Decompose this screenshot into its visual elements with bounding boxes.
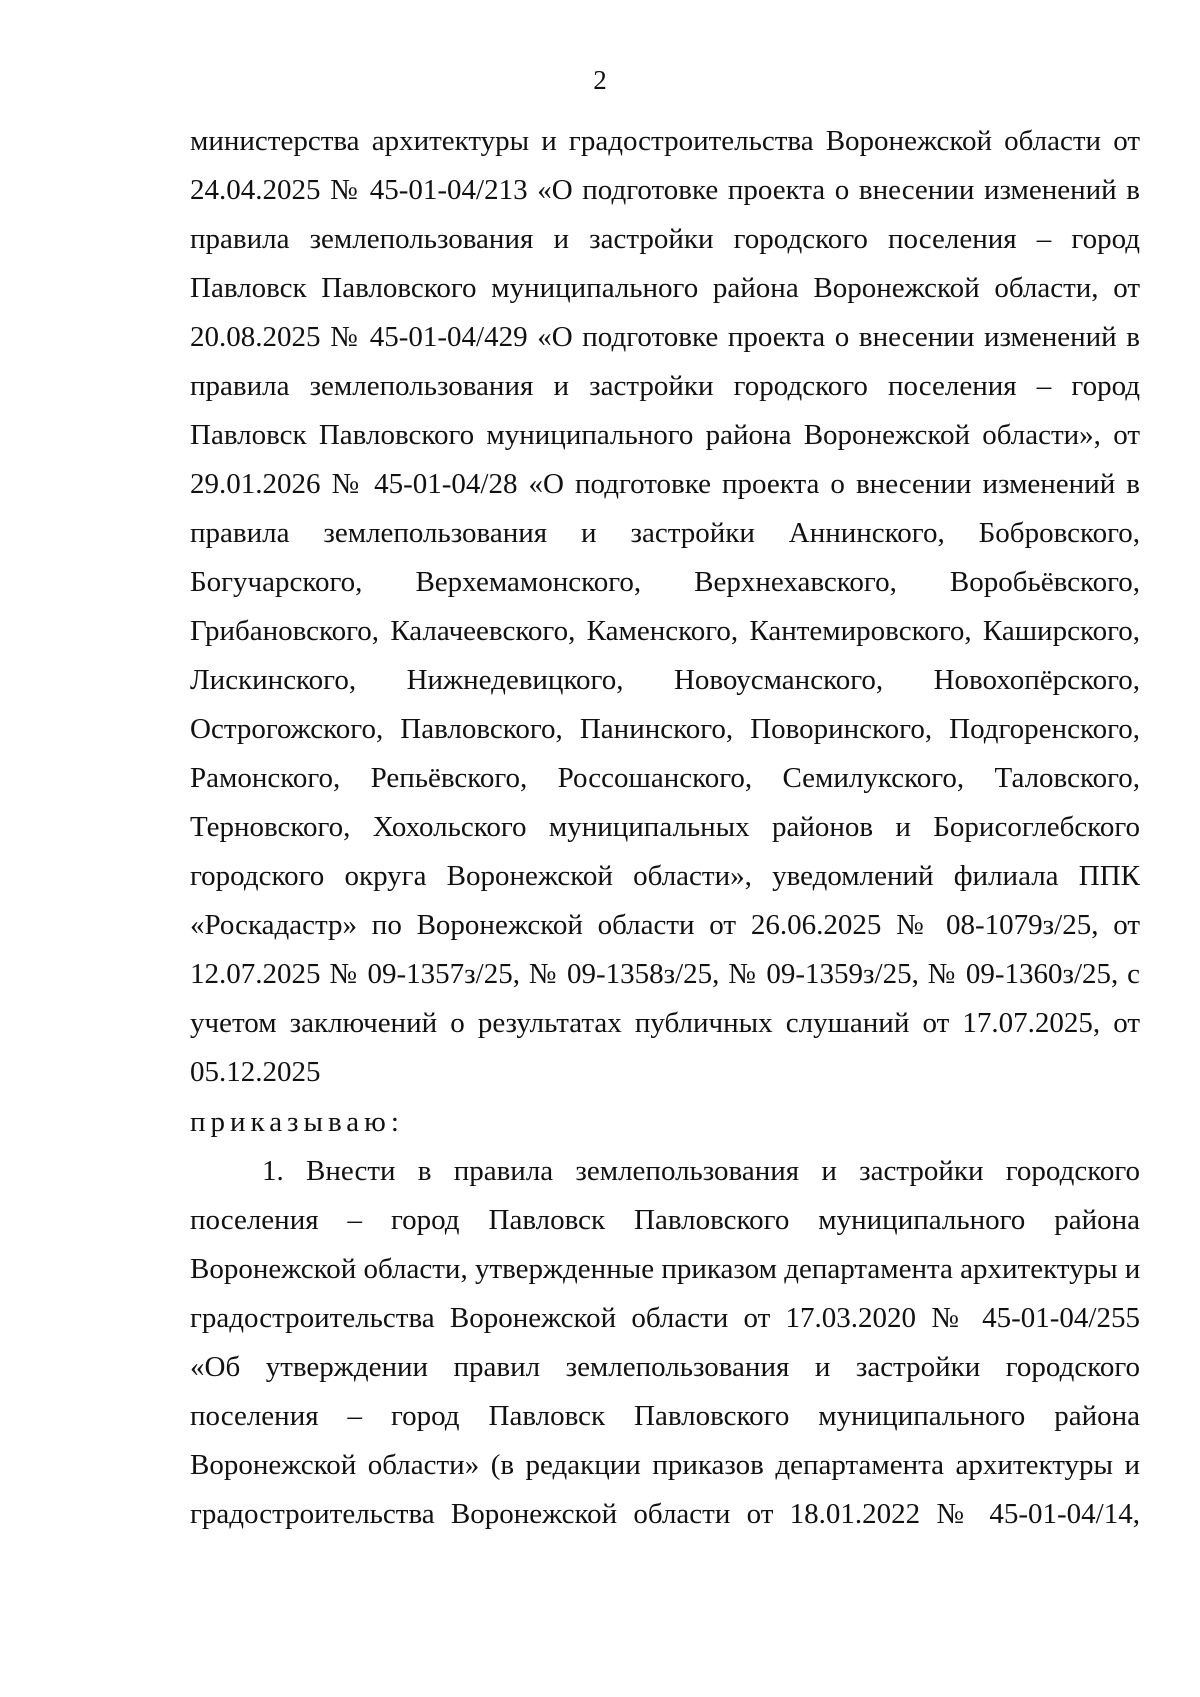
text-line: Воронежской области» (в редакции приказов департамента архитектуры и: [190, 1449, 1140, 1481]
preamble-paragraph: [190, 117, 1140, 1097]
text-line: Богучарского, Верхемамонского, Верхнехавского, Воробьёвского,: [190, 566, 1140, 598]
text-line: 20.08.2025 № 45-01-04/429 «О подготовке проекта о внесении изменений в: [190, 321, 1140, 353]
text-line: Лискинского, Нижнедевицкого, Новоусманского, Новохопёрского,: [190, 664, 1140, 696]
text-line: градостроительства Воронежской области от 17.03.2020 № 45-01-04/255: [190, 1302, 1140, 1334]
clause-1-paragraph: [190, 1147, 1140, 1539]
text-line: городского округа Воронежской области», уведомлений филиала ППК: [190, 860, 1140, 892]
text-line: 1. Внести в правила землепользования и застройки городского: [262, 1155, 1140, 1187]
text-line: Рамонского, Репьёвского, Россошанского, Семилукского, Таловского,: [190, 762, 1140, 794]
text-line: «Роскадастр» по Воронежской области от 26.06.2025 № 08-1079з/25, от: [190, 909, 1140, 941]
text-line: 24.04.2025 № 45-01-04/213 «О подготовке проекта о внесении изменений в: [190, 174, 1140, 206]
text-line: Грибановского, Калачеевского, Каменского, Кантемировского, Каширского,: [190, 615, 1140, 647]
text-line: правила землепользования и застройки городского поселения – город: [190, 223, 1140, 255]
text-line: поселения – город Павловск Павловского муниципального района: [190, 1400, 1140, 1432]
text-line: Павловск Павловского муниципального района Воронежской области», от: [190, 419, 1140, 451]
text-line: 05.12.2025: [190, 1056, 321, 1088]
text-line: Острогожского, Павловского, Панинского, Поворинского, Подгоренского,: [190, 713, 1140, 745]
page-number: 2: [593, 65, 607, 95]
text-line: 29.01.2026 № 45-01-04/28 «О подготовке проекта о внесении изменений в: [190, 468, 1140, 500]
text-line: Павловск Павловского муниципального района Воронежской области, от: [190, 272, 1140, 304]
text-line: правила землепользования и застройки городского поселения – город: [190, 370, 1140, 402]
text-line: министерства архитектуры и градостроительства Воронежской области от: [190, 125, 1140, 157]
text-line: градостроительства Воронежской области от 18.01.2022 № 45-01-04/14,: [190, 1498, 1140, 1530]
text-line: Терновского, Хохольского муниципальных районов и Борисоглебского: [190, 811, 1140, 843]
text-line: 12.07.2025 № 09-1357з/25, № 09-1358з/25, № 09-1359з/25, № 09-1360з/25, с: [190, 958, 1140, 990]
text-line: поселения – город Павловск Павловского муниципального района: [190, 1204, 1140, 1236]
order-word: приказываю:: [190, 1106, 404, 1138]
text-line: правила землепользования и застройки Аннинского, Бобровского,: [190, 517, 1140, 549]
text-line: Воронежской области, утвержденные приказом департамента архитектуры и: [190, 1253, 1140, 1285]
text-line: «Об утверждении правил землепользования и застройки городского: [190, 1351, 1140, 1383]
text-line: учетом заключений о результатах публичных слушаний от 17.07.2025, от: [190, 1007, 1140, 1039]
